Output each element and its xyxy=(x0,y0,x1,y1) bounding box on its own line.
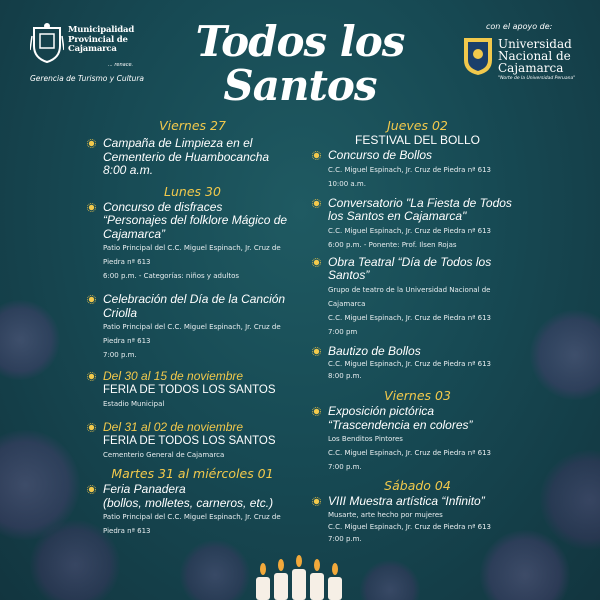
event-time: 7:00 p.m. xyxy=(328,463,362,471)
event-item xyxy=(310,149,525,191)
day-heading: Jueves 02 xyxy=(387,118,448,133)
event-item xyxy=(310,405,525,474)
schedule-left-column xyxy=(85,118,300,538)
sun-bullet-icon xyxy=(87,485,96,494)
event-place: C.C. Miguel Espinach, Jr. Cruz de Piedra nª 613 xyxy=(328,165,492,174)
event-place: C.C. Miguel Espinach, Jr. Cruz de Piedra nª 613 xyxy=(328,226,492,235)
event-place: C.C. Miguel Espinach, Jr. Cruz de Piedra nª 613 xyxy=(328,313,492,322)
event-item xyxy=(85,137,300,178)
university-logo xyxy=(462,36,582,86)
festival-title: FESTIVAL DEL BOLLO xyxy=(355,133,480,147)
event-title: FERIA DE TODOS LOS SANTOS xyxy=(103,383,276,396)
day-heading: Sábado 04 xyxy=(384,478,451,493)
event-place: C.C. Miguel Espinach, Jr. Cruz de Piedra nª 613 xyxy=(328,522,492,531)
sun-bullet-icon xyxy=(312,258,321,267)
main-title xyxy=(190,17,410,110)
event-title: Conversatorio "La Fiesta de Todos los Santos en Cajamarca" xyxy=(328,195,512,223)
event-time: 10:00 a.m. xyxy=(328,179,366,188)
sun-bullet-icon xyxy=(87,372,96,381)
event-place: C.C. Miguel Espinach, Jr. Cruz de Piedra nª 613 xyxy=(328,360,492,368)
university-name xyxy=(498,38,572,74)
event-place: Estadio Municipal xyxy=(103,400,165,408)
day-heading: Viernes 03 xyxy=(384,388,451,403)
event-title: Concurso de disfraces xyxy=(103,199,223,214)
event-place: Cementerio General de Cajamarca xyxy=(103,451,225,459)
university-name-line: Cajamarca xyxy=(498,61,564,75)
event-item xyxy=(310,256,525,339)
sun-bullet-icon xyxy=(87,203,96,212)
event-title: Celebración del Día de la Canción Criolla xyxy=(103,292,286,320)
municipality-slogan: ... renace. xyxy=(108,62,134,68)
gerencia-label: Gerencia de Turismo y Cultura xyxy=(30,74,145,83)
university-name-line: Universidad xyxy=(498,37,572,51)
title-line-2: Santos xyxy=(223,61,377,110)
flower-decoration xyxy=(360,560,420,600)
sun-bullet-icon xyxy=(312,407,321,416)
event-subtitle: (bollos, molletes, carneros, etc.) xyxy=(103,495,274,510)
sun-bullet-icon xyxy=(312,497,321,506)
flower-decoration xyxy=(540,450,600,550)
event-item xyxy=(310,345,525,383)
university-crest-icon xyxy=(462,36,494,76)
sun-bullet-icon xyxy=(87,423,96,432)
event-title: Exposición pictórica xyxy=(328,404,435,418)
event-title: Campaña de Limpieza en el Cementerio de Huambocancha xyxy=(103,136,270,164)
event-place: C.C. Miguel Espinach, Jr. Cruz de Piedra nª 613 xyxy=(328,449,492,457)
event-item xyxy=(85,483,300,538)
sun-bullet-icon xyxy=(312,199,321,208)
event-place: Patio Principal del C.C. Miguel Espinach, Jr. Cruz de Piedra nª 613 xyxy=(103,323,281,345)
candles-icon xyxy=(250,555,350,600)
municipality-logo xyxy=(30,22,165,92)
day-heading: Lunes 30 xyxy=(164,183,221,199)
event-item xyxy=(85,421,300,462)
flower-decoration xyxy=(0,300,60,380)
event-place: Patio Principal del C.C. Miguel Espinach, Jr. Cruz de Piedra nª 613 xyxy=(103,513,281,535)
event-quote: “Personajes del folklore Mágico de Cajamarca” xyxy=(103,213,288,241)
event-time: 8:00 p.m. xyxy=(328,372,362,380)
title-line-1: Todos los xyxy=(195,17,405,66)
event-place: Patio Principal del C.C. Miguel Espinach, Jr. Cruz de Piedra nª 613 xyxy=(103,244,281,266)
event-group: Musarte, arte hecho por mujeres xyxy=(328,510,443,519)
flower-decoration xyxy=(180,540,250,600)
event-item xyxy=(310,197,525,252)
schedule-right-column xyxy=(310,118,525,545)
event-title: Obra Teatral “Día de Todos los Santos” xyxy=(328,254,492,282)
event-title: VIII Muestra artística “Infinito” xyxy=(328,494,485,508)
event-quote: “Trascendencia en colores” xyxy=(328,417,473,432)
event-title: Feria Panadera xyxy=(103,482,186,496)
flower-decoration xyxy=(530,310,600,400)
event-time: 7:00 pm xyxy=(328,327,358,336)
university-name-line: Nacional de xyxy=(498,49,571,63)
sun-bullet-icon xyxy=(312,347,321,356)
event-group: Grupo de teatro de la Universidad Nacional de Cajamarca xyxy=(328,285,491,308)
sun-bullet-icon xyxy=(87,139,96,148)
event-time: 7:00 p.m. xyxy=(328,534,362,543)
event-item xyxy=(310,495,525,545)
event-time: 6:00 p.m. - Ponente: Prof. Ilsen Rojas xyxy=(328,240,457,249)
sun-bullet-icon xyxy=(87,295,96,304)
event-date-range: Del 30 al 15 de noviembre xyxy=(103,369,244,383)
event-item xyxy=(85,201,300,284)
day-heading: Martes 31 al miércoles 01 xyxy=(111,466,274,481)
support-label: con el apoyo de: xyxy=(486,22,553,31)
day-heading: Viernes 27 xyxy=(159,118,226,133)
event-date-range: Del 31 al 02 de noviembre xyxy=(103,420,244,434)
sun-bullet-icon xyxy=(312,151,321,160)
municipality-name: Municipalidad Provincial de Cajamarca xyxy=(68,25,135,54)
event-item xyxy=(85,370,300,411)
municipal-crest-icon xyxy=(30,22,64,64)
event-title: Concurso de Bollos xyxy=(328,148,433,162)
event-time: 8:00 a.m. xyxy=(103,163,154,177)
event-item xyxy=(85,293,300,362)
university-tagline: "Norte de la Universidad Peruana" xyxy=(498,76,576,81)
event-group: Los Benditos Pintores xyxy=(328,435,403,443)
event-time: 7:00 p.m. xyxy=(103,351,137,359)
event-time: 6:00 p.m. - Categorías: niños y adultos xyxy=(103,272,240,280)
event-title: Bautizo de Bollos xyxy=(328,343,421,358)
event-title: FERIA DE TODOS LOS SANTOS xyxy=(103,434,276,447)
